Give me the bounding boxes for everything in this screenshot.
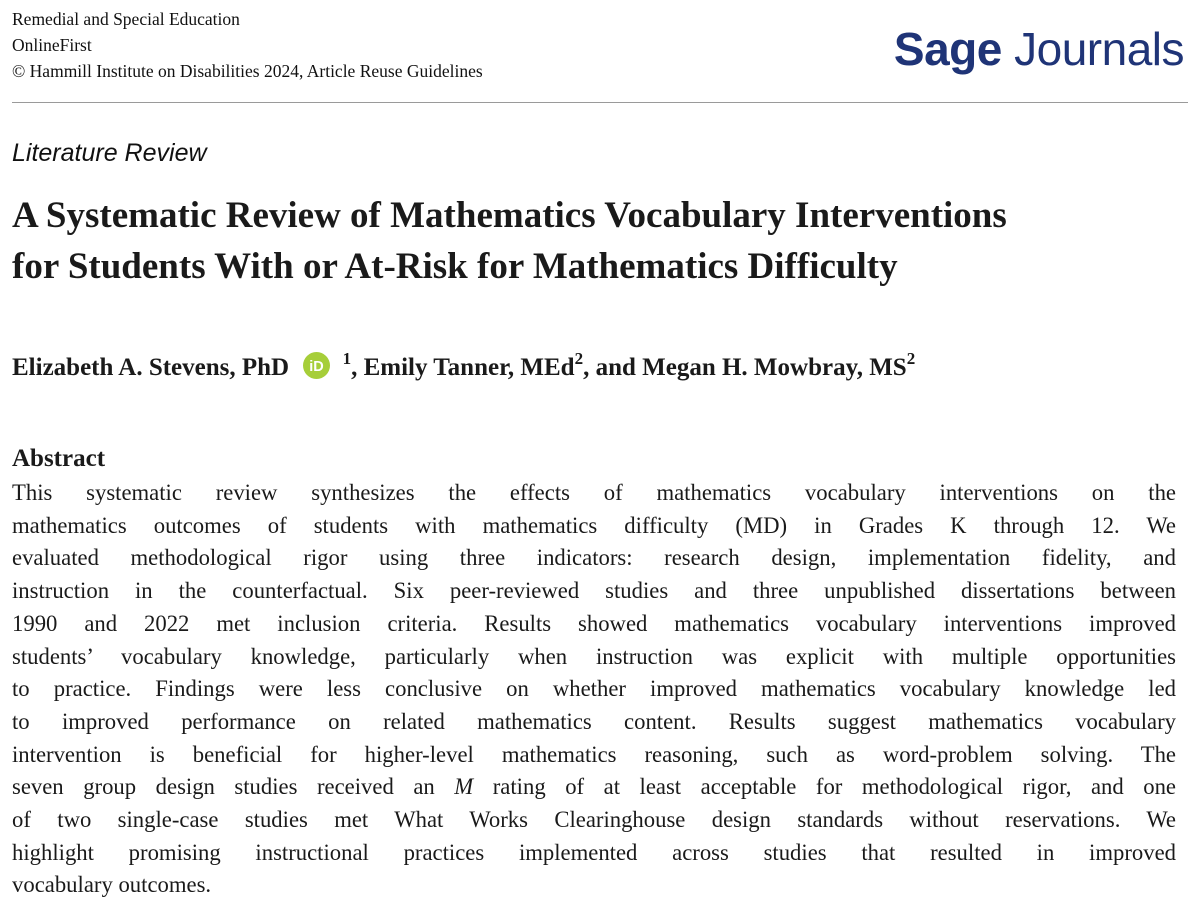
abstract-line [12,771,1176,804]
rating-symbol: M [454,774,474,800]
abstract-text: seven group design studies received an [12,774,455,800]
abstract-line: This systematic review synthesizes the effects of mathematics vocabulary interventions on the [12,480,1176,505]
abstract-line: students’ vocabulary knowledge, particularly when instruction was explicit with multiple opportunities [12,643,1176,669]
article-header [12,6,1188,102]
abstract-body [12,477,1176,902]
orcid-icon[interactable] [303,352,330,379]
affiliation-marker: 2 [574,349,584,368]
article-title [12,190,1188,292]
header-divider [12,102,1188,103]
author-name[interactable]: Emily Tanner, MEd [363,354,575,381]
abstract-line: intervention is beneficial for higher-level mathematics reasoning, such as word-problem solving. The [12,741,1176,767]
abstract-line: highlight promising instructional practices implemented across studies that resulted in improved [12,839,1176,865]
author-separator: , [351,354,358,381]
journal-name[interactable]: Remedial and Special Education [12,9,240,29]
abstract-line: to improved performance on related mathematics content. Results suggest mathematics vocabulary [12,708,1176,734]
journal-meta [12,6,483,84]
affiliation-marker: 1 [342,349,352,368]
title-line: for Students With or At-Risk for Mathematics Difficulty [12,246,898,287]
journal-status: OnlineFirst [12,35,92,55]
author-separator: , and [583,354,636,381]
article-type: Literature Review [12,139,207,167]
author-name[interactable]: Elizabeth A. Stevens, PhD [12,354,290,381]
orcid-label: iD [309,358,325,375]
abstract-line: 1990 and 2022 met inclusion criteria. Results showed mathematics vocabulary interventions improved [12,610,1176,636]
logo-word-sage: Sage [893,23,1002,75]
abstract-line: vocabulary outcomes. [12,872,212,898]
affiliation-marker: 2 [906,349,916,368]
abstract-line: evaluated methodological rigor using three indicators: research design, implementation fidelity, and [12,545,1176,571]
abstract-text: rating of at least acceptable for methodological rigor, and one [473,774,1176,800]
abstract-heading: Abstract [12,445,106,472]
copyright-line[interactable]: © Hammill Institute on Disabilities 2024, Article Reuse Guidelines [12,61,483,81]
logo-word-journals: Journals [1014,23,1184,75]
abstract-line: instruction in the counterfactual. Six peer-reviewed studies and three unpublished dissertations between [12,578,1176,604]
author-name[interactable]: Megan H. Mowbray, MS [642,354,907,381]
sage-journals-logo[interactable] [894,20,1184,78]
abstract-line: to practice. Findings were less conclusive on whether improved mathematics vocabulary knowledge led [12,676,1176,702]
abstract-line: of two single-case studies met What Works Clearinghouse design standards without reservations. We [12,807,1176,833]
author-list [12,348,915,388]
title-line: A Systematic Review of Mathematics Vocabulary Interventions [12,195,1007,236]
abstract-line: mathematics outcomes of students with mathematics difficulty (MD) in Grades K through 12. We [12,512,1176,538]
